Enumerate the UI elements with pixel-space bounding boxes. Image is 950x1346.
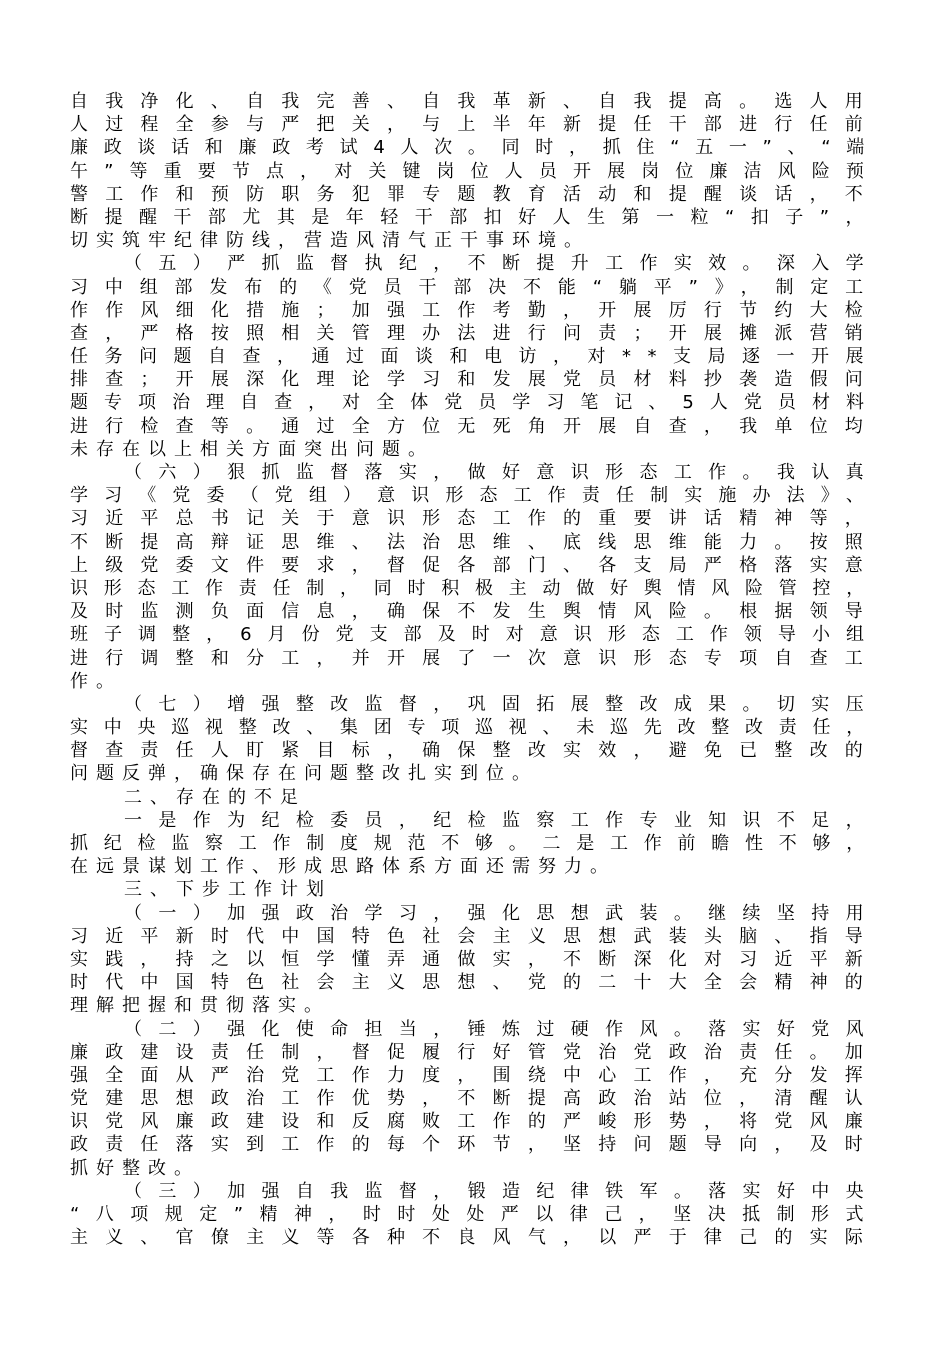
text-line: 自我净化、自我完善、自我革新、自我提高。选人用 (70, 91, 880, 112)
text-line: 不断提高辩证思维、法治思维、底线思维能力。按照 (70, 531, 880, 553)
text-line: 习近平新时代中国特色社会主义思想武装头脑、指导 (70, 925, 880, 947)
text-line: 问题反弹，确保存在问题整改扎实到位。 (70, 763, 538, 785)
text-line: 人过程全参与严把关，与上半年新提任干部进行任前 (70, 114, 880, 136)
text-line: 督查责任人盯紧目标，确保整改实效，避免已整改的 (70, 740, 880, 762)
text-line: “八项规定”精神，时时处处严以律己，坚决抵制形式 (70, 1204, 880, 1225)
text-line: 作作风细化措施；加强工作考勤，开展厉行节约大检 (70, 299, 880, 321)
text-line: 一是作为纪检委员，纪检监察工作专业知识不足， (124, 809, 880, 831)
text-line: 进行调整和分工，并开展了一次意识形态专项自查工 (70, 647, 880, 669)
text-line: 主义、官僚主义等各种不良风气，以严于律己的实际 (70, 1227, 880, 1249)
text-line: （二）强化使命担当，锤炼过硬作风。落实好党风 (124, 1018, 880, 1040)
text-line: 理解把握和贯彻落实。 (70, 995, 330, 1017)
text-line: （五）严抓监督执纪，不断提升工作实效。深入学 (124, 253, 880, 275)
text-line: 强全面从严治党工作力度，围绕中心工作，充分发挥 (70, 1064, 880, 1086)
text-line: 识党风廉政建设和反腐败工作的严峻形势，将党风廉 (70, 1111, 880, 1133)
text-line: 实中央巡视整改、集团专项巡视、未巡先改整改责任， (70, 717, 880, 739)
text-line: 作。 (70, 670, 122, 692)
text-line: 午”等重要节点，对关键岗位人员开展岗位廉洁风险预 (70, 160, 880, 182)
text-line: 识形态工作责任制，同时积极主动做好舆情风险管控， (70, 577, 880, 599)
text-line: 题专项治理自查，对全体党员学习笔记、5人党员材料 (70, 392, 880, 414)
text-line: 学习《党委（党组）意识形态工作责任制实施办法》、 (70, 485, 880, 507)
text-line: 习近平总书记关于意识形态工作的重要讲话精神等， (70, 508, 880, 530)
text-line: 切实筑牢纪律防线，营造风清气正干事环境。 (70, 230, 590, 252)
text-line: 班子调整，6月份党支部及时对意识形态工作领导小组 (70, 624, 880, 646)
text-line: 查，严格按照相关管理办法进行问责；开展摊派营销 (70, 322, 880, 344)
text-line: 未存在以上相关方面突出问题。 (70, 438, 434, 460)
text-line: 廉政建设责任制，督促履行好管党治党政治责任。加 (70, 1041, 880, 1063)
text-line: 断提醒干部尤其是年轻干部扣好人生第一粒“扣子”， (70, 206, 880, 228)
text-line: 警工作和预防职务犯罪专题教育活动和提醒谈话，不 (70, 183, 880, 205)
text-line: 进行检查等。通过全方位无死角开展自查，我单位均 (70, 415, 880, 437)
text-line: 上级党委文件要求，督促各部门、各支局严格落实意 (70, 554, 880, 576)
text-line: 政责任落实到工作的每个环节，坚持问题导向，及时 (70, 1134, 880, 1156)
text-line: （三）加强自我监督，锻造纪律铁军。落实好中央 (124, 1180, 880, 1202)
text-line: （六）狠抓监督落实，做好意识形态工作。我认真 (124, 462, 880, 483)
text-line: 二、存在的不足 (124, 786, 306, 808)
text-line: 排查；开展深化理论学习和发展党员材料抄袭造假问 (70, 369, 880, 391)
text-line: 抓好整改。 (70, 1157, 200, 1179)
text-line: 抓纪检监察工作制度规范不够。二是工作前瞻性不够， (70, 833, 880, 854)
document-body (70, 90, 880, 1249)
text-line: 及时监测负面信息，确保不发生舆情风险。根据领导 (70, 601, 880, 623)
text-line: （一）加强政治学习，强化思想武装。继续坚持用 (124, 902, 880, 924)
text-line: 党建思想政治工作优势，不断提高政治站位，清醒认 (70, 1088, 880, 1110)
text-line: （七）增强整改监督，巩固拓展整改成果。切实压 (124, 693, 880, 715)
text-line: 在远景谋划工作、形成思路体系方面还需努力。 (70, 856, 616, 878)
text-line: 时代中国特色社会主义思想、党的二十大全会精神的 (70, 972, 880, 994)
text-line: 习中组部发布的《党员干部决不能“躺平”》，制定工 (70, 276, 880, 298)
text-line: 任务问题自查，通过面谈和电访，对**支局逐一开展 (70, 346, 880, 368)
text-line: 三、下步工作计划 (124, 879, 332, 901)
text-line: 廉政谈话和廉政考试4人次。同时，抓住“五一”、“端 (70, 137, 880, 159)
text-line: 实践，持之以恒学懂弄通做实，不断深化对习近平新 (70, 948, 880, 970)
